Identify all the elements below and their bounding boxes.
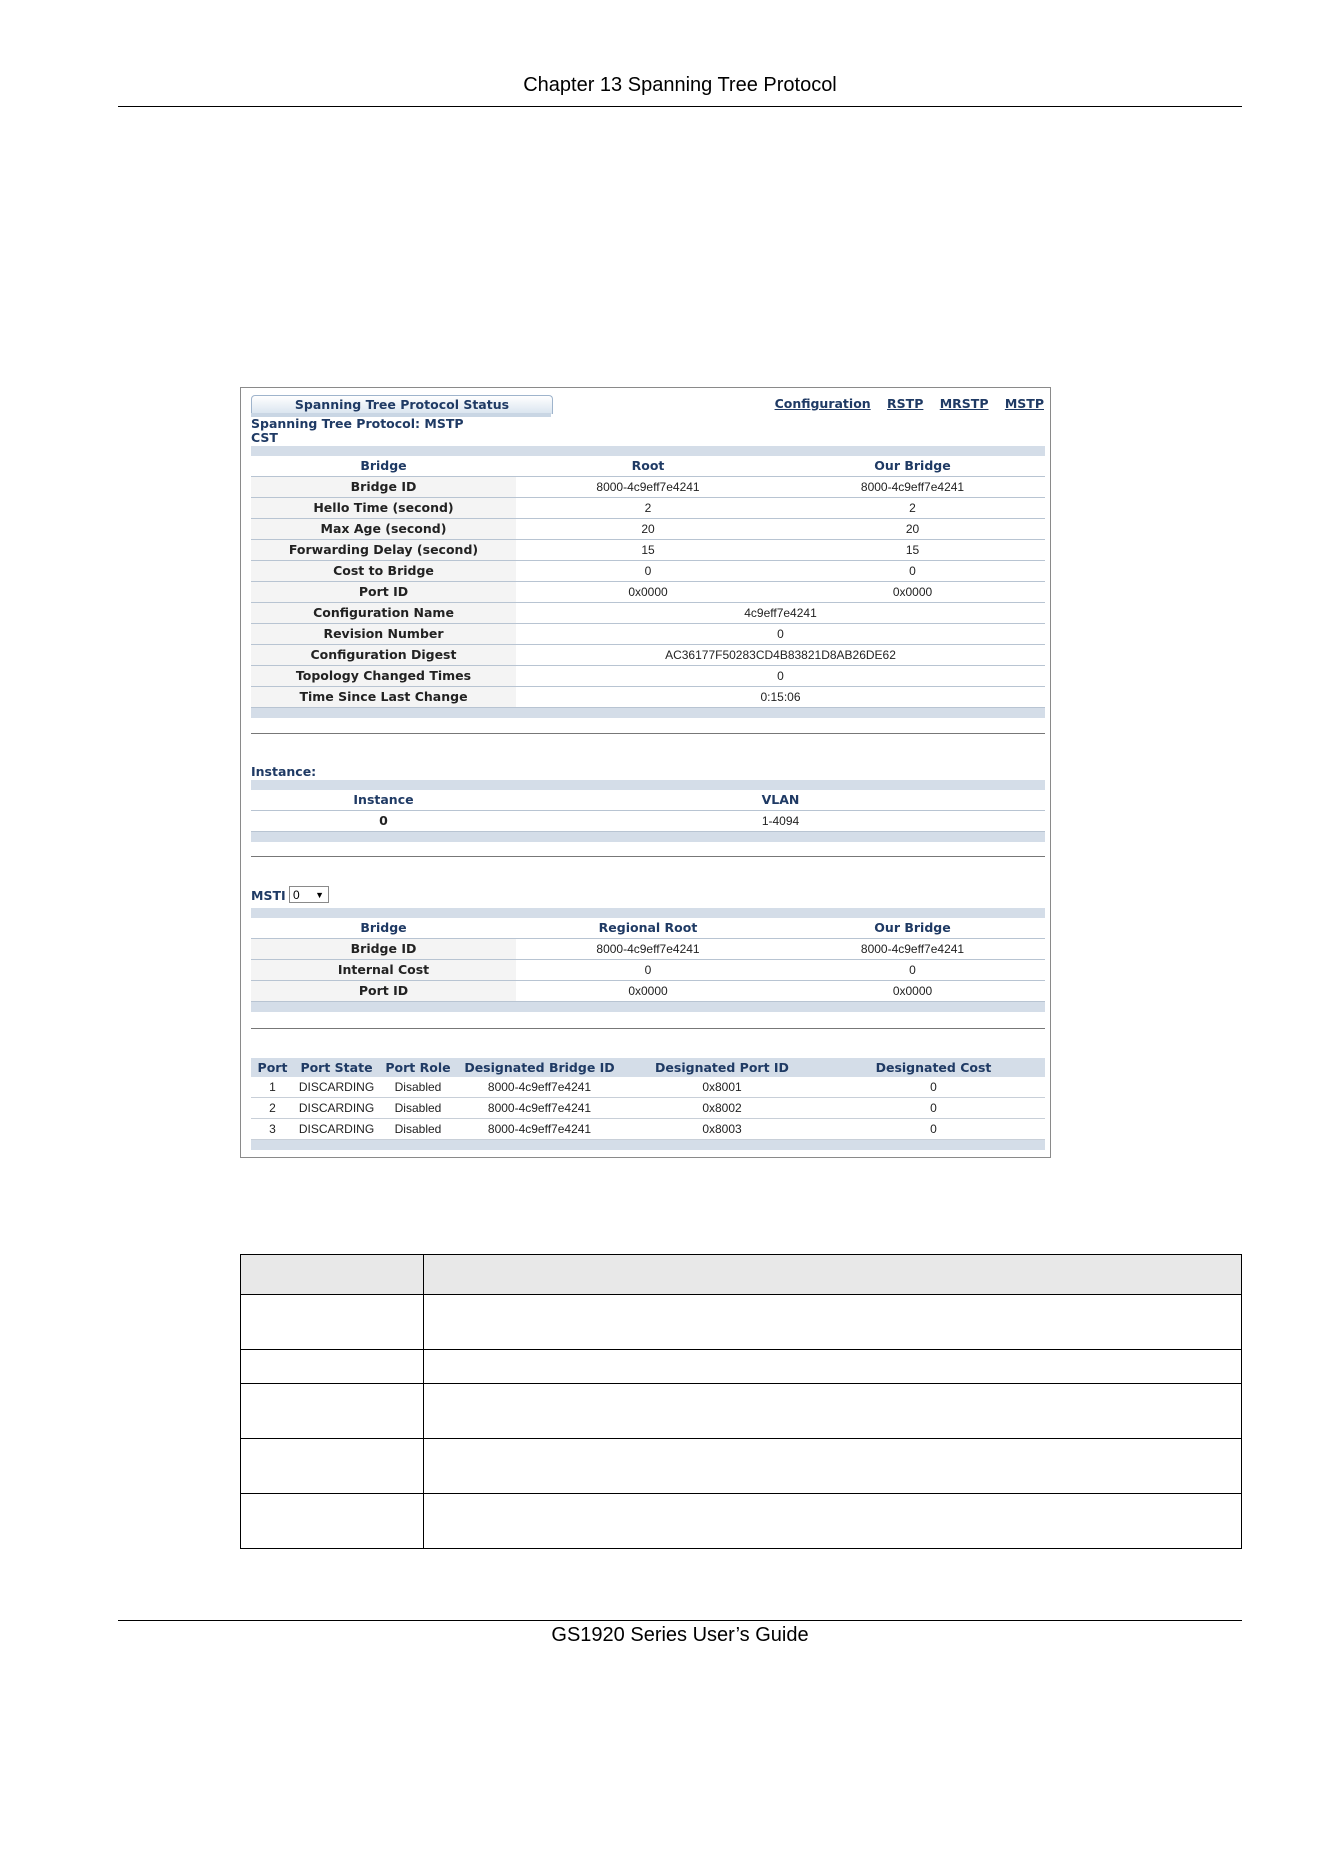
row-label: Hello Time (second)	[251, 498, 516, 519]
port-role-header: Port Role	[379, 1058, 457, 1077]
vlan-header: VLAN	[516, 790, 1045, 811]
cell: Disabled	[379, 1098, 457, 1119]
divider	[251, 733, 1045, 734]
row-label: Port ID	[251, 582, 516, 603]
table-row	[241, 1350, 1242, 1384]
cell: 20	[516, 519, 780, 540]
cell: 20	[780, 519, 1045, 540]
cell: 15	[516, 540, 780, 561]
cst-table	[251, 446, 1045, 718]
row-label: Bridge ID	[251, 939, 516, 960]
cell: 0	[822, 1119, 1045, 1140]
table-row	[251, 1098, 1045, 1119]
cell: Disabled	[379, 1119, 457, 1140]
msti-header-our-bridge: Our Bridge	[780, 918, 1045, 939]
instance-header: Instance	[251, 790, 516, 811]
table-row	[251, 981, 1045, 1002]
cell: 0x0000	[516, 981, 780, 1002]
cell: AC36177F50283CD4B83821D8AB26DE62	[516, 645, 1045, 666]
cell: 0	[516, 666, 1045, 687]
divider	[251, 1028, 1045, 1029]
desc-header-label	[241, 1255, 424, 1295]
row-label: Bridge ID	[251, 477, 516, 498]
table-row	[251, 1077, 1045, 1098]
row-label: Topology Changed Times	[251, 666, 516, 687]
cell: 0x0000	[780, 981, 1045, 1002]
table-row	[251, 477, 1045, 498]
link-mrstp[interactable]: MRSTP	[939, 396, 989, 411]
cst-header-our-bridge: Our Bridge	[780, 456, 1045, 477]
cell: 0	[780, 960, 1045, 981]
cell: 0x0000	[516, 582, 780, 603]
table-row	[251, 687, 1045, 708]
cell: DISCARDING	[294, 1077, 379, 1098]
cell: 8000-4c9eff7e4241	[457, 1077, 622, 1098]
link-mstp[interactable]: MSTP	[1004, 396, 1044, 411]
cell: 0	[516, 561, 780, 582]
cst-label: CST	[251, 430, 278, 445]
msti-header-regional-root: Regional Root	[516, 918, 780, 939]
desc-header-description	[424, 1255, 1242, 1295]
table-row	[251, 645, 1045, 666]
cell: 8000-4c9eff7e4241	[516, 477, 780, 498]
table-row	[241, 1439, 1242, 1494]
link-configuration[interactable]: Configuration	[774, 396, 871, 411]
table-row	[251, 561, 1045, 582]
cell: 0x0000	[780, 582, 1045, 603]
msti-table	[251, 908, 1045, 1012]
msti-selected-value: 0	[293, 888, 300, 902]
protocol-label: Spanning Tree Protocol: MSTP	[251, 416, 464, 431]
footer-rule	[118, 1620, 1242, 1621]
page-header: Chapter 13 Spanning Tree Protocol	[523, 74, 837, 96]
designated-port-id-header: Designated Port ID	[622, 1058, 822, 1077]
nav-links	[763, 396, 1044, 411]
page-footer: GS1920 Series User’s Guide	[551, 1624, 809, 1646]
cell: 1	[251, 1077, 294, 1098]
msti-header-bridge: Bridge	[251, 918, 516, 939]
instance-id: 0	[251, 811, 516, 832]
cell: 0:15:06	[516, 687, 1045, 708]
table-row	[251, 811, 1045, 832]
msti-label: MSTI	[251, 888, 286, 903]
table-row	[251, 540, 1045, 561]
row-label: Configuration Digest	[251, 645, 516, 666]
cell: 0	[516, 960, 780, 981]
cell: DISCARDING	[294, 1098, 379, 1119]
table-row	[251, 519, 1045, 540]
cell: 8000-4c9eff7e4241	[457, 1119, 622, 1140]
description-table	[240, 1254, 1242, 1549]
designated-bridge-id-header: Designated Bridge ID	[457, 1058, 622, 1077]
instance-label: Instance:	[251, 764, 317, 779]
cst-header-root: Root	[516, 456, 780, 477]
cell: Disabled	[379, 1077, 457, 1098]
row-label: Cost to Bridge	[251, 561, 516, 582]
table-row	[241, 1384, 1242, 1439]
table-row	[251, 603, 1045, 624]
cst-header-bridge: Bridge	[251, 456, 516, 477]
table-row	[251, 582, 1045, 603]
row-label: Revision Number	[251, 624, 516, 645]
cell: 8000-4c9eff7e4241	[780, 939, 1045, 960]
vlan-range: 1-4094	[516, 811, 1045, 832]
table-row	[251, 939, 1045, 960]
cell: 0x8002	[622, 1098, 822, 1119]
port-state-header: Port State	[294, 1058, 379, 1077]
cell: 8000-4c9eff7e4241	[457, 1098, 622, 1119]
header-rule	[118, 106, 1242, 107]
table-row	[251, 498, 1045, 519]
cell: DISCARDING	[294, 1119, 379, 1140]
row-label: Max Age (second)	[251, 519, 516, 540]
table-row	[251, 1119, 1045, 1140]
row-label: Time Since Last Change	[251, 687, 516, 708]
cell: 0	[822, 1098, 1045, 1119]
link-rstp[interactable]: RSTP	[887, 396, 924, 411]
cell: 15	[780, 540, 1045, 561]
status-tab[interactable]: Spanning Tree Protocol Status	[251, 395, 553, 414]
table-row	[241, 1494, 1242, 1549]
dropdown-arrow-icon: ▼	[315, 890, 324, 900]
table-row	[251, 960, 1045, 981]
cell: 4c9eff7e4241	[516, 603, 1045, 624]
cell: 3	[251, 1119, 294, 1140]
msti-select[interactable]	[289, 886, 329, 903]
cell: 0	[822, 1077, 1045, 1098]
cell: 2	[251, 1098, 294, 1119]
designated-cost-header: Designated Cost	[822, 1058, 1045, 1077]
row-label: Internal Cost	[251, 960, 516, 981]
port-table	[251, 1058, 1045, 1150]
cell: 0x8001	[622, 1077, 822, 1098]
cell: 8000-4c9eff7e4241	[516, 939, 780, 960]
cell: 0	[516, 624, 1045, 645]
table-row	[251, 624, 1045, 645]
port-header: Port	[251, 1058, 294, 1077]
row-label: Configuration Name	[251, 603, 516, 624]
row-label: Port ID	[251, 981, 516, 1002]
cell: 2	[780, 498, 1045, 519]
row-label: Forwarding Delay (second)	[251, 540, 516, 561]
cell: 2	[516, 498, 780, 519]
stp-status-screen	[240, 387, 1051, 1158]
instance-table	[251, 780, 1045, 842]
table-row	[241, 1295, 1242, 1350]
divider	[251, 856, 1045, 857]
table-row	[251, 666, 1045, 687]
cell: 8000-4c9eff7e4241	[780, 477, 1045, 498]
cell: 0	[780, 561, 1045, 582]
cell: 0x8003	[622, 1119, 822, 1140]
